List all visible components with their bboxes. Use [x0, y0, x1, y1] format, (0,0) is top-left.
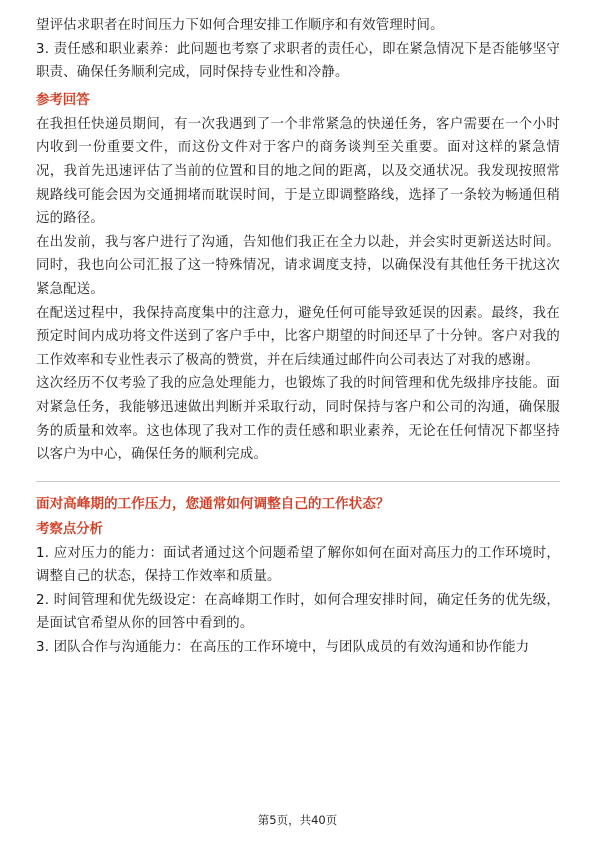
page-number: 第5页，共40页 — [257, 813, 338, 827]
analysis-item-3-next: 3. 团队合作与沟通能力：在高压的工作环境中，与团队成员的有效沟通和协作能力 — [36, 640, 530, 656]
question-title: 面对高峰期的工作压力，您通常如何调整自己的工作状态？ — [36, 495, 390, 512]
section-divider — [36, 481, 560, 482]
analysis-item-2: 2. 时间管理和优先级设定：在高峰期工作时，如何合理安排时间，确定任务的优先级，是面试官希望从你的回答中看到的。 — [36, 592, 560, 632]
answer-paragraph-3: 在配送过程中，我保持高度集中的注意力，避免任何可能导致延误的因素。最终，我在预定时间内成功将文件送到了客户手中，比客户期望的时间还早了十分钟。客户对我的工作效率和专业性表示了极高的赞赏，并在后续通过邮件向公司表达了对我的感谢。 — [36, 305, 560, 368]
analysis-item-3: 3. 责任感和职业素养：此问题也考察了求职者的责任心，即在紧急情况下是否能够坚守职责、确保任务顺利完成，同时保持专业性和冷静。 — [36, 41, 560, 81]
answer-paragraph-2: 在出发前，我与客户进行了沟通，告知他们我正在全力以赴，并会实时更新送达时间。同时，我也向公司汇报了这一特殊情况，请求调度支持，以确保没有其他任务干扰这次紧急配送。 — [36, 234, 560, 297]
analysis-item-1: 1. 应对压力的能力：面试者通过这个问题希望了解你如何在面对高压力的工作环境时，调整自己的状态，保持工作效率和质量。 — [36, 545, 560, 585]
analysis-heading: 考察点分析 — [36, 521, 103, 537]
reference-answer-heading: 参考回答 — [36, 92, 90, 108]
paragraph-continuation: 望评估求职者在时间压力下如何合理安排工作顺序和有效管理时间。 — [36, 18, 444, 33]
answer-paragraph-1: 在我担任快递员期间，有一次我遇到了一个非常紧急的快递任务，客户需要在一个小时内收到一份重要文件，而这份文件对于客户的商务谈判至关重要。面对这样的紧急情况，我首先迅速评估了当前的位置和目的地之间的距离，以及交通状况。我发现按照常规路线可能会因为交通拥堵而耽误时间，于是立即调整路线，选择了一条较为畅通但稍远的路径。 — [36, 116, 560, 227]
document-page — [36, 14, 560, 660]
answer-paragraph-4: 这次经历不仅考验了我的应急处理能力，也锻炼了我的时间管理和优先级排序技能。面对紧急任务，我能够迅速做出判断并采取行动，同时保持与客户和公司的沟通，确保服务的质量和效率。这也体现了我对工作的责任感和职业素养，无论在任何情况下都坚持以客户为中心，确保任务的顺利完成。 — [36, 376, 560, 463]
